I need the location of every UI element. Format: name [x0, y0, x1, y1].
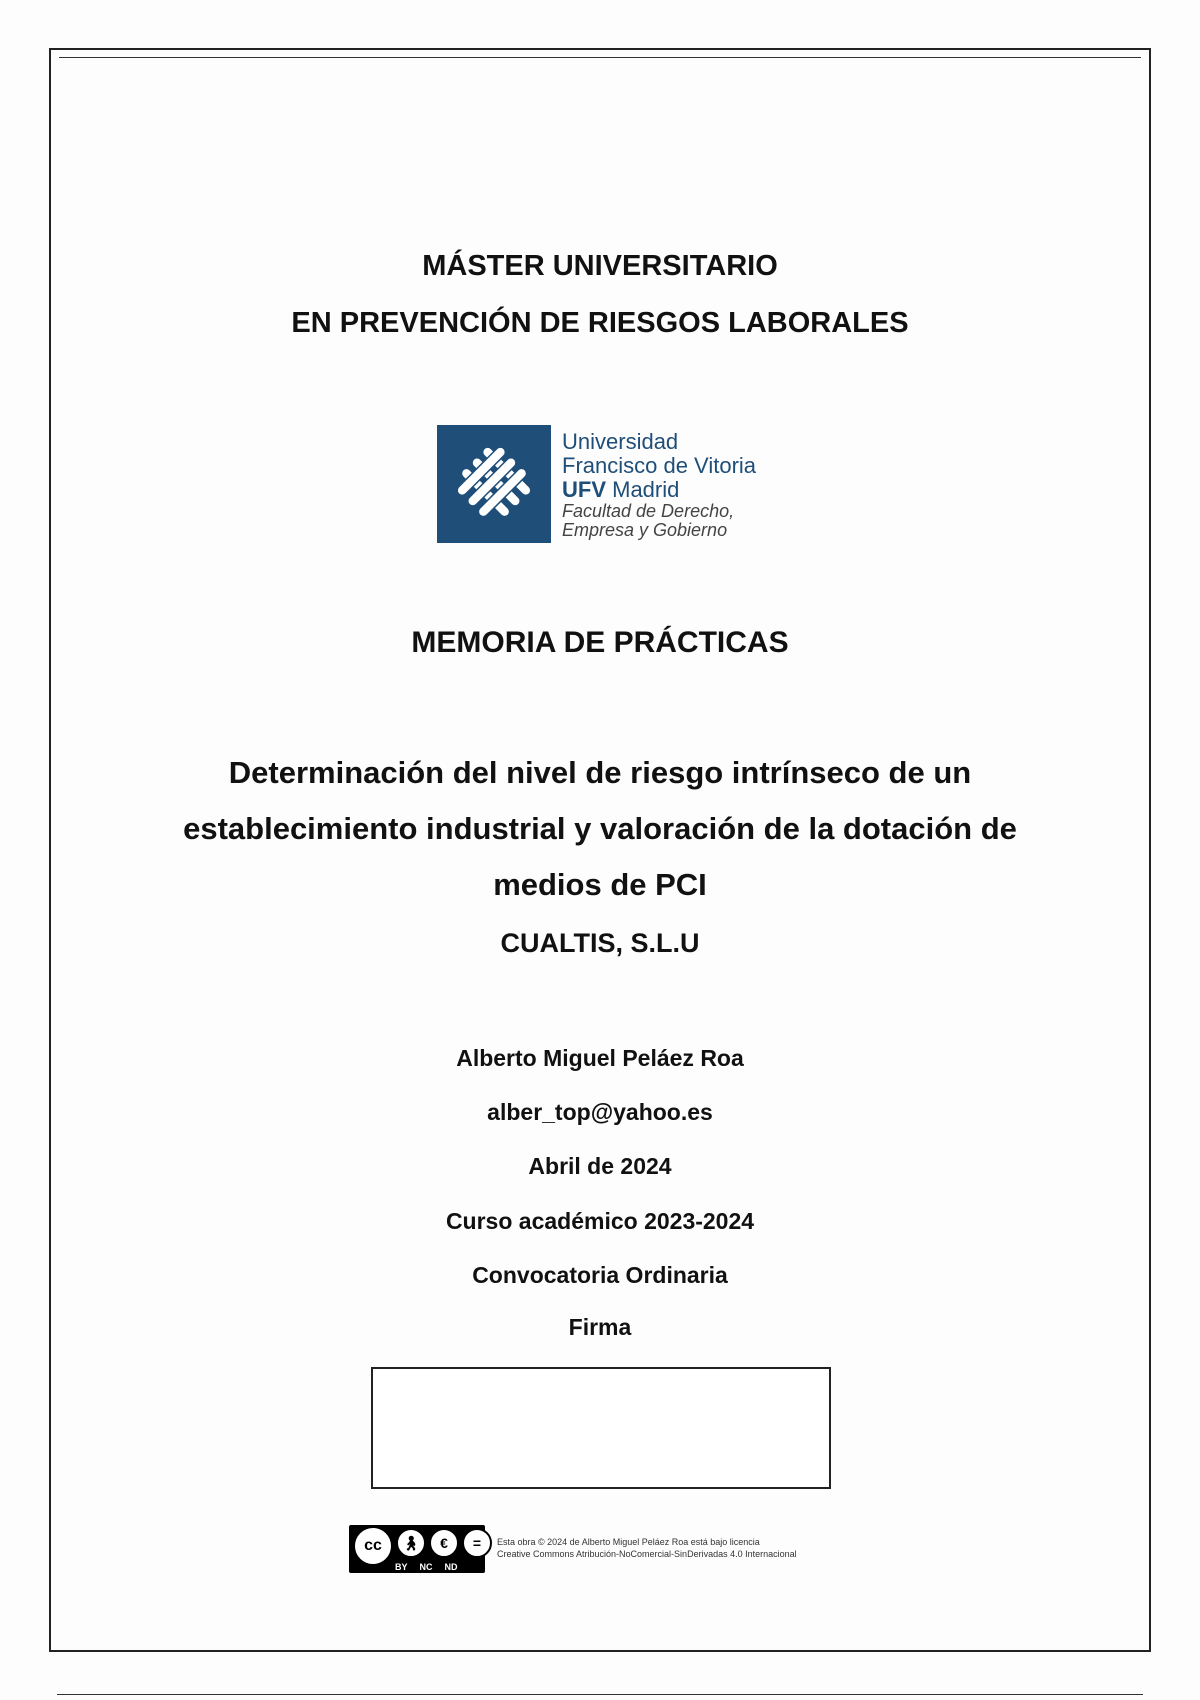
author-name: Alberto Miguel Peláez Roa	[456, 1045, 744, 1071]
academic-year: Curso académico 2023-2024	[445, 1208, 755, 1234]
attribution-icon: 🚶︎	[396, 1528, 426, 1558]
license-text-line2: Creative Commons Atribución-NoComercial-SinDerivadas 4.0 Internacional	[497, 1549, 797, 1559]
cc-license-badge	[349, 1525, 485, 1573]
ufv-emblem-icon	[437, 425, 551, 543]
university-logo	[437, 425, 767, 543]
master-title	[0, 238, 1200, 352]
author-email: alber_top@yahoo.es	[487, 1099, 713, 1125]
top-rule	[59, 57, 1141, 58]
badge-label-nd: ND	[444, 1562, 458, 1572]
badge-label-nc: NC	[419, 1562, 433, 1572]
master-title-line2: EN PREVENCIÓN DE RIESGOS LABORALES	[291, 307, 909, 339]
submission-date: Abril de 2024	[528, 1153, 672, 1179]
logo-faculty-line2: Empresa y Gobierno	[562, 520, 728, 540]
logo-faculty-line1: Facultad de Derecho,	[562, 501, 735, 521]
logo-ufv-city	[562, 478, 756, 502]
document-type: MEMORIA DE PRÁCTICAS	[411, 626, 789, 659]
signature-box	[371, 1367, 831, 1489]
noderivatives-icon: =	[462, 1528, 492, 1558]
license-text	[497, 1536, 877, 1560]
exam-call: Convocatoria Ordinaria	[472, 1262, 728, 1288]
logo-ufv: UFV	[562, 477, 606, 502]
signature-label: Firma	[568, 1314, 632, 1340]
logo-city: Madrid	[612, 477, 680, 502]
university-name	[562, 430, 756, 540]
noncommercial-icon: €	[429, 1528, 459, 1558]
company-name: CUALTIS, S.L.U	[500, 928, 700, 958]
license-text-line1: Esta obra © 2024 de Alberto Miguel Peláez Roa está bajo licencia	[497, 1537, 760, 1547]
logo-name: Francisco de Vitoria	[562, 453, 757, 478]
bottom-rule	[57, 1694, 1143, 1695]
master-title-line1: MÁSTER UNIVERSITARIO	[422, 250, 778, 282]
thesis-title: Determinación del nivel de riesgo intrínseco de un establecimiento industrial y valoración de la dotación de medios de PCI	[183, 755, 1017, 902]
badge-label-by: BY	[395, 1562, 408, 1572]
logo-university: Universidad	[562, 429, 679, 454]
cc-icon: cc	[353, 1526, 393, 1566]
